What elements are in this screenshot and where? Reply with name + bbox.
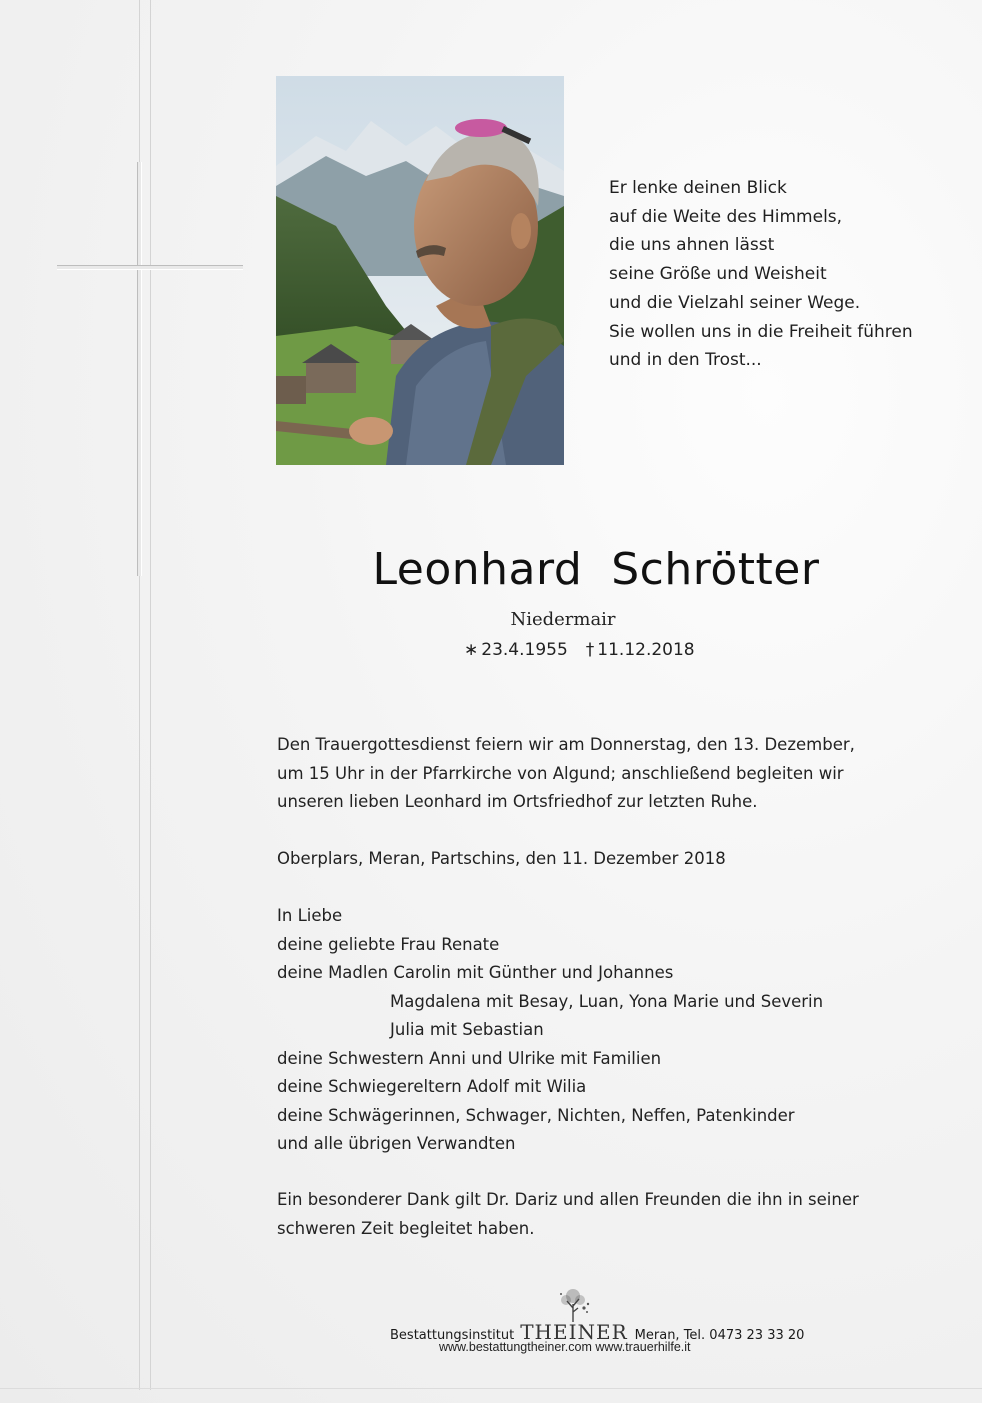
poem-line: und in den Trost... (609, 350, 762, 371)
mourner-line: Julia mit Sebastian (390, 1020, 544, 1039)
first-name: Leonhard (372, 544, 583, 595)
birth-icon: ∗ (464, 640, 479, 660)
poem-line: die uns ahnen lässt (609, 235, 775, 256)
service-line: um 15 Uhr in der Pfarrkirche von Algund; anschließend begleiten wir (277, 763, 844, 783)
funeral-home-prefix: Bestattungsinstitut (390, 1328, 515, 1343)
poem (609, 174, 929, 375)
funeral-home-websites[interactable]: www.bestattungtheiner.com www.trauerhilfe.it (439, 1340, 691, 1354)
mourner-line: deine Schwägerinnen, Schwager, Nichten, Neffen, Patenkinder (277, 1105, 795, 1125)
house-name: Niedermair (510, 609, 616, 630)
mourner-line: deine Schwestern Anni und Ulrike mit Familien (277, 1048, 662, 1068)
life-dates (464, 640, 695, 660)
poem-line: auf die Weite des Himmels, (609, 206, 843, 227)
thanks-line: schweren Zeit begleitet haben. (277, 1218, 535, 1238)
poem-line: Sie wollen uns in die Freiheit führen (609, 321, 913, 342)
service-announcement (277, 731, 855, 817)
funeral-home-brand: THEINER (520, 1320, 628, 1344)
mourner-line: und alle übrigen Verwandten (277, 1134, 516, 1153)
mourners-list (277, 902, 823, 1159)
mourner-line: deine Schwiegereltern Adolf mit Wilia (277, 1077, 587, 1096)
poem-line: und die Vielzahl seiner Wege. (609, 292, 861, 313)
cross-icon-vertical (137, 162, 142, 576)
mourners-intro: In Liebe (277, 906, 343, 925)
birth-date: 23.4.1955 (481, 640, 568, 660)
tree-logo-icon (553, 1284, 593, 1324)
last-name: Schrötter (611, 544, 820, 595)
thanks-line: Ein besonderer Dank gilt Dr. Dariz und allen Freunden die ihn in seiner (277, 1190, 859, 1209)
mourner-line: deine geliebte Frau Renate (277, 934, 500, 954)
thanks-note (277, 1186, 859, 1243)
poem-line: seine Größe und Weisheit (609, 264, 827, 285)
cross-icon-horizontal (57, 265, 243, 270)
bottom-rule (0, 1388, 982, 1389)
portrait-photo (276, 76, 564, 465)
service-line: unseren lieben Leonhard im Ortsfriedhof zur letzten Ruhe. (277, 792, 758, 811)
deceased-name (0, 544, 982, 595)
service-line: Den Trauergottesdienst feiern wir am Donnerstag, den 13. Dezember, (277, 735, 855, 754)
death-date: 11.12.2018 (597, 640, 695, 660)
portrait-illustration (276, 76, 564, 465)
mourner-line: Magdalena mit Besay, Luan, Yona Marie und Severin (390, 991, 824, 1011)
poem-line: Er lenke deinen Blick (609, 178, 787, 198)
vertical-rule-right (150, 0, 151, 1390)
funeral-home-contact: Meran, Tel. 0473 23 33 20 (634, 1328, 805, 1343)
mourner-line: deine Madlen Carolin mit Günther und Johannes (277, 963, 674, 982)
death-cross-icon: † (585, 640, 595, 660)
place-date: Oberplars, Meran, Partschins, den 11. Dezember 2018 (277, 849, 726, 868)
